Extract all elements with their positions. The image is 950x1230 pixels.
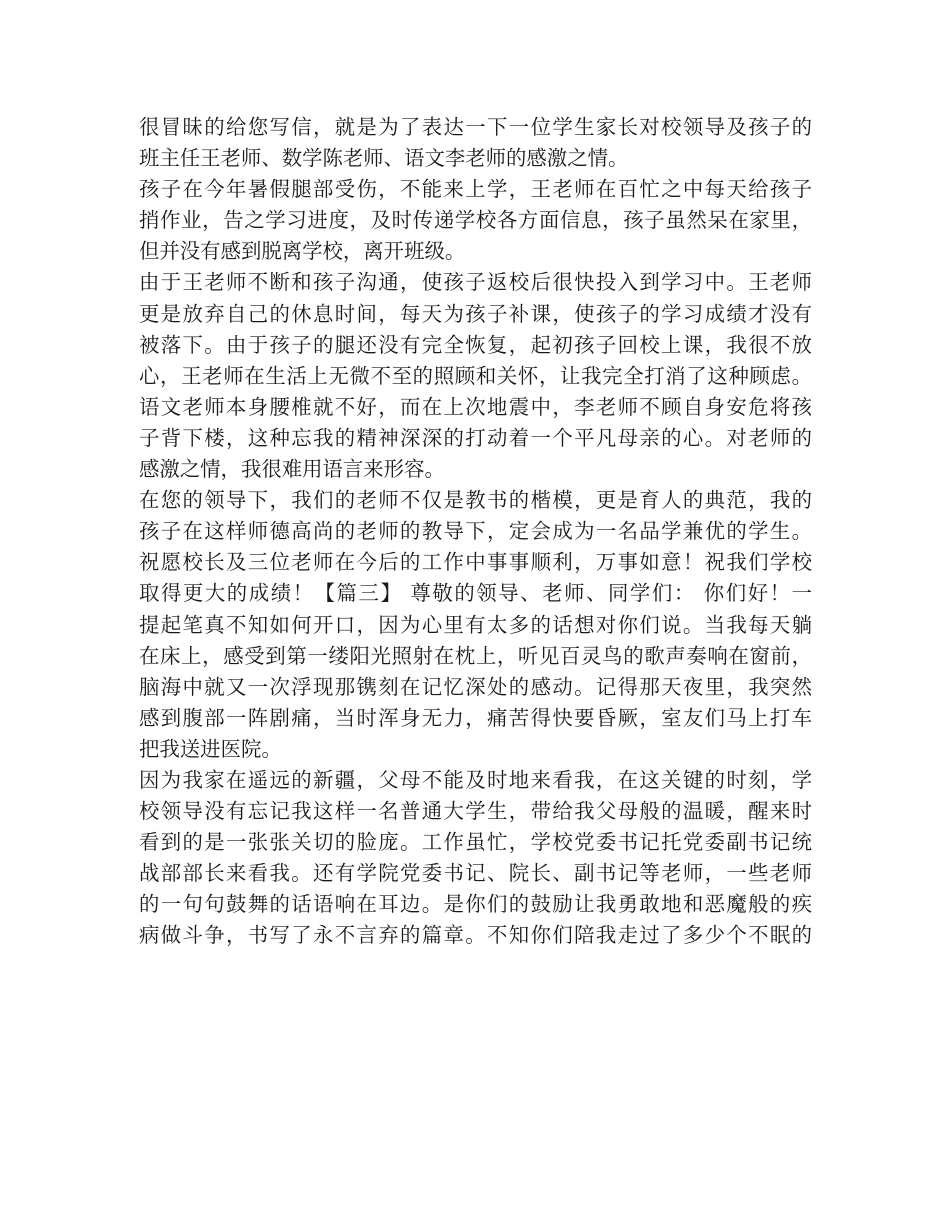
text-line: 被落下。由于孩子的腿还没有完全恢复，起初孩子回校上课，我很不放 (139, 332, 812, 357)
text-line: 孩子在这样师德高尚的老师的教导下，定会成为一名品学兼优的学生。 (139, 519, 812, 544)
letter-body-text (139, 112, 829, 952)
text-line: 校领导没有忘记我这样一名普通大学生，带给我父母般的温暖，醒来时 (139, 799, 812, 824)
text-line: 子背下楼，这种忘我的精神深深的打动着一个平凡母亲的心。对老师的 (139, 425, 812, 450)
text-line: 感到腹部一阵剧痛，当时浑身无力，痛苦得快要昏厥，室友们马上打车 (139, 705, 812, 730)
text-line: 祝愿校长及三位老师在今后的工作中事事顺利，万事如意！祝我们学校 (139, 550, 812, 575)
text-line: 语文老师本身腰椎就不好，而在上次地震中，李老师不顾自身安危将孩 (139, 394, 812, 419)
text-line: 提起笔真不知如何开口，因为心里有太多的话想对你们说。当我每天躺 (139, 612, 812, 637)
text-line: 更是放弃自己的休息时间，每天为孩子补课，使孩子的学习成绩才没有 (139, 301, 812, 326)
text-line: 的一句句鼓舞的话语响在耳边。是你们的鼓励让我勇敢地和恶魔般的疾 (139, 892, 812, 917)
text-line: 战部部长来看我。还有学院党委书记、院长、副书记等老师，一些老师 (139, 861, 812, 886)
text-line: 很冒昧的给您写信，就是为了表达一下一位学生家长对校领导及孩子的 (139, 115, 812, 139)
text-line: 由于王老师不断和孩子沟通，使孩子返校后很快投入到学习中。王老师 (139, 270, 812, 295)
text-line: 脑海中就又一次浮现那镌刻在记忆深处的感动。记得那天夜里，我突然 (139, 674, 812, 699)
text-line: 但并没有感到脱离学校，离开班级。 (139, 239, 466, 264)
text-line: 病做斗争，书写了永不言弃的篇章。不知你们陪我走过了多少个不眠的 (139, 923, 812, 948)
text-line: 把我送进医院。 (139, 736, 282, 761)
text-line: 看到的是一张张关切的脸庞。工作虽忙，学校党委书记托党委副书记统 (139, 830, 812, 855)
text-line: 心，王老师在生活上无微不至的照顾和关怀，让我完全打消了这种顾虑。 (139, 363, 812, 388)
text-line: 感激之情，我很难用语言来形容。 (139, 457, 445, 482)
text-line: 在床上，感受到第一缕阳光照射在枕上，听见百灵鸟的歌声奏响在窗前， (139, 643, 812, 668)
text-line: 取得更大的成绩！【篇三】 尊敬的领导、老师、同学们： 你们好！一 (139, 581, 812, 606)
text-line: 班主任王老师、数学陈老师、语文李老师的感激之情。 (139, 146, 629, 171)
text-line: 孩子在今年暑假腿部受伤，不能来上学，王老师在百忙之中每天给孩子 (139, 177, 812, 202)
text-line: 捎作业，告之学习进度，及时传递学校各方面信息，孩子虽然呆在家里， (139, 208, 812, 233)
text-line: 在您的领导下，我们的老师不仅是教书的楷模，更是育人的典范，我的 (139, 488, 812, 513)
text-line: 因为我家在遥远的新疆，父母不能及时地来看我，在这关键的时刻，学 (139, 767, 812, 792)
